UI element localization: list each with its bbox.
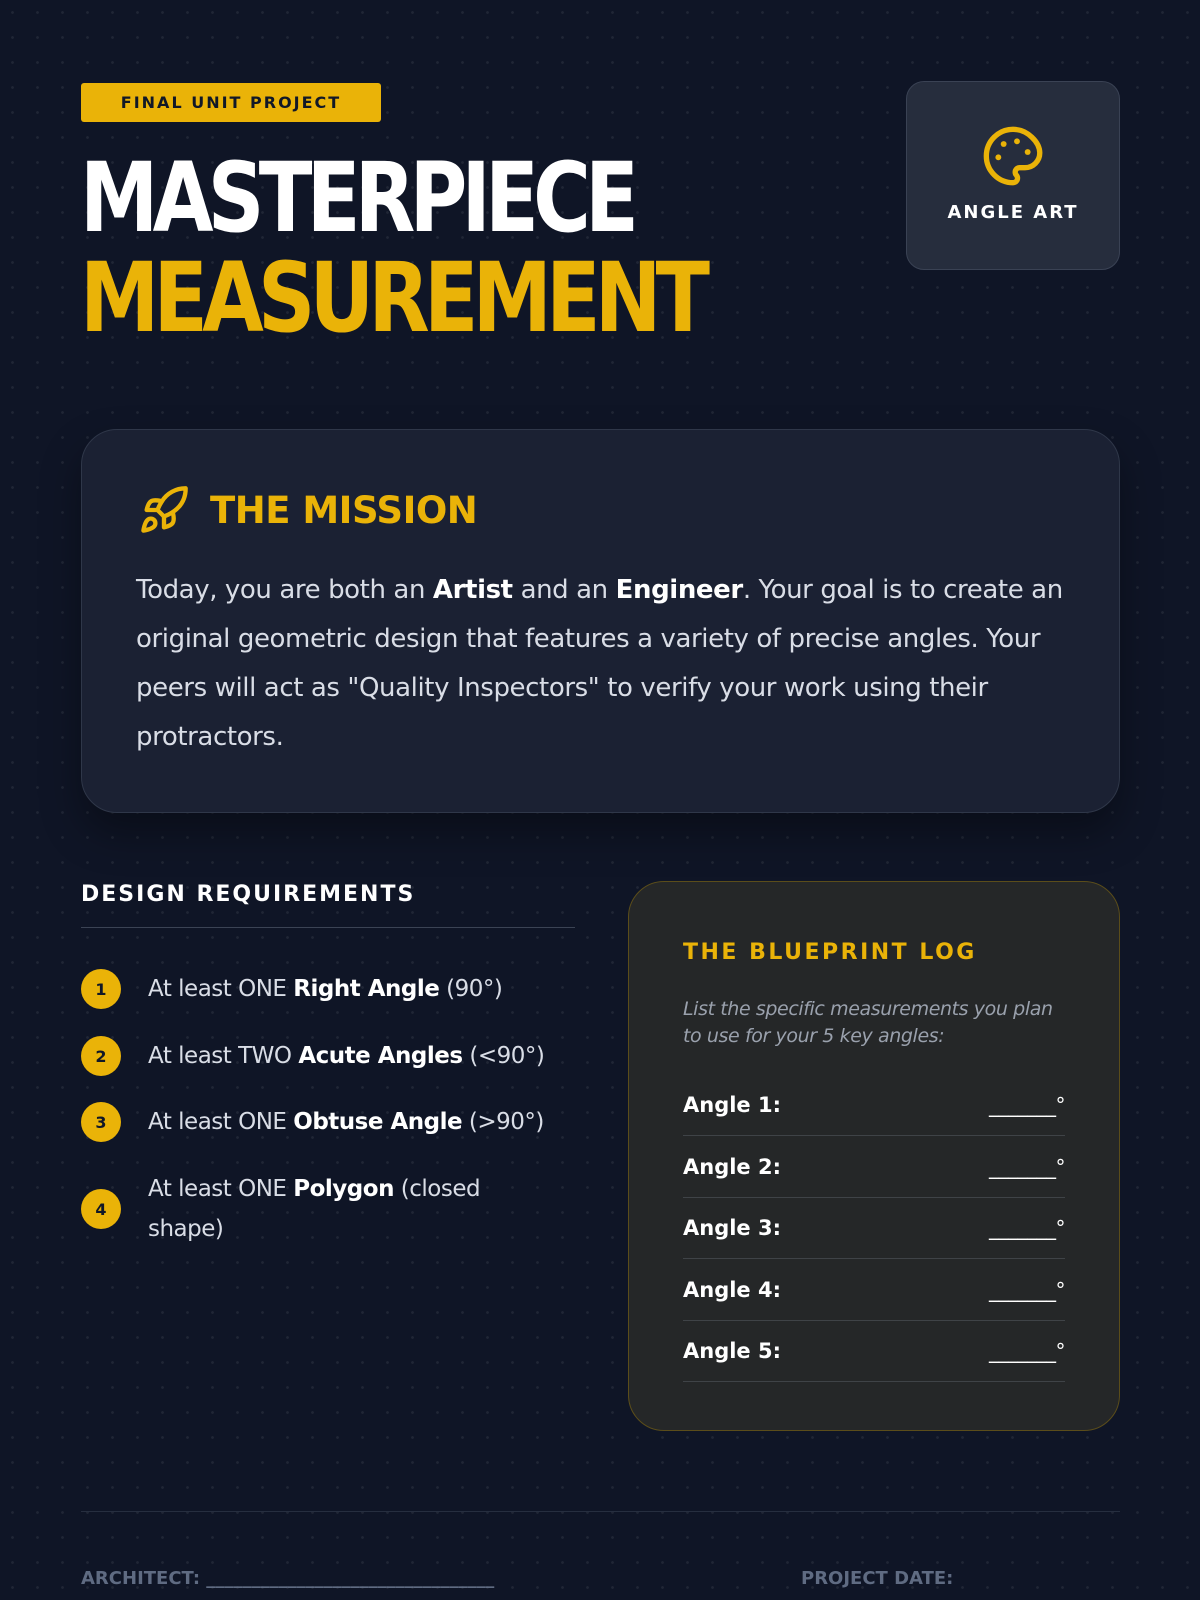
angle-label: Angle 3: <box>683 1215 781 1240</box>
requirement-text-bold: Polygon <box>293 1176 394 1202</box>
rocket-icon <box>138 484 190 536</box>
requirement-number: 3 <box>81 1102 121 1142</box>
requirement-text-part: At least ONE <box>148 1176 294 1202</box>
page-title-line-2: MEASUREMENT <box>80 242 705 354</box>
angle-blank: _______° <box>989 1154 1065 1179</box>
angle-label: Angle 5: <box>683 1338 781 1363</box>
mission-header <box>138 484 477 536</box>
requirement-text-bold: Acute Angles <box>298 1043 463 1069</box>
requirement-text-part: (>90°) <box>462 1109 544 1135</box>
requirement-text <box>148 1036 544 1076</box>
requirement-text-part: (90°) <box>439 976 503 1002</box>
requirement-item <box>81 969 502 1009</box>
mission-text-part: Today, you are both an <box>136 575 433 605</box>
requirement-number: 1 <box>81 969 121 1009</box>
angle-row <box>683 1136 1065 1198</box>
mission-text-artist: Artist <box>432 575 513 605</box>
angle-blank: _______° <box>989 1277 1065 1302</box>
requirement-text <box>148 969 502 1009</box>
page-title-line-1: MASTERPIECE <box>80 142 634 254</box>
requirement-item <box>81 1036 544 1076</box>
requirement-text <box>148 1169 528 1249</box>
mission-card <box>81 429 1120 813</box>
requirement-text <box>148 1102 544 1142</box>
angle-label: Angle 2: <box>683 1154 781 1179</box>
requirements-heading: DESIGN REQUIREMENTS <box>81 882 416 907</box>
requirement-item <box>81 1102 544 1142</box>
project-badge: FINAL UNIT PROJECT <box>81 83 381 122</box>
requirement-text-bold: Obtuse Angle <box>293 1109 463 1135</box>
angle-label: Angle 1: <box>683 1092 781 1117</box>
requirement-text-bold: Right Angle <box>293 976 440 1002</box>
blueprint-title: THE BLUEPRINT LOG <box>683 940 977 965</box>
mission-text-part: . Your goal is to create an original geometric design that features a variety of precise angles. Your peers will act as "Quality Inspectors" to verify your work using their protractors. <box>136 575 1063 752</box>
logo-label: ANGLE ART <box>947 202 1079 223</box>
angle-row <box>683 1320 1065 1382</box>
angle-blank: _______° <box>989 1215 1065 1240</box>
footer-divider <box>81 1511 1120 1512</box>
angle-blank: _______° <box>989 1338 1065 1363</box>
angle-row <box>683 1259 1065 1321</box>
requirement-text-part: At least ONE <box>148 976 294 1002</box>
blueprint-instructions: List the specific measurements you plan to use for your 5 key angles: <box>683 998 1053 1047</box>
requirement-text-part: (<90°) <box>462 1043 545 1069</box>
angle-label: Angle 4: <box>683 1277 781 1302</box>
requirement-number: 2 <box>81 1036 121 1076</box>
project-date-field: PROJECT DATE: <box>801 1568 954 1589</box>
requirement-text-part: At least TWO <box>148 1043 299 1069</box>
mission-text <box>136 566 1076 762</box>
requirement-number: 4 <box>81 1189 121 1229</box>
blueprint-log-card <box>628 881 1120 1431</box>
requirement-item <box>81 1169 528 1249</box>
angle-row <box>683 1197 1065 1259</box>
architect-field: ARCHITECT: ________________________________ <box>81 1568 495 1589</box>
mission-title: THE MISSION <box>210 488 478 532</box>
requirement-text-part: At least ONE <box>148 1109 294 1135</box>
requirement-text-part: (closed shape) <box>148 1176 481 1242</box>
requirements-divider <box>81 927 575 928</box>
palette-icon <box>981 124 1045 188</box>
angle-row <box>683 1074 1065 1136</box>
mission-text-part: and an <box>512 575 616 605</box>
angle-art-logo <box>906 81 1120 270</box>
angle-blank: _______° <box>989 1092 1065 1117</box>
mission-text-engineer: Engineer <box>615 575 743 605</box>
